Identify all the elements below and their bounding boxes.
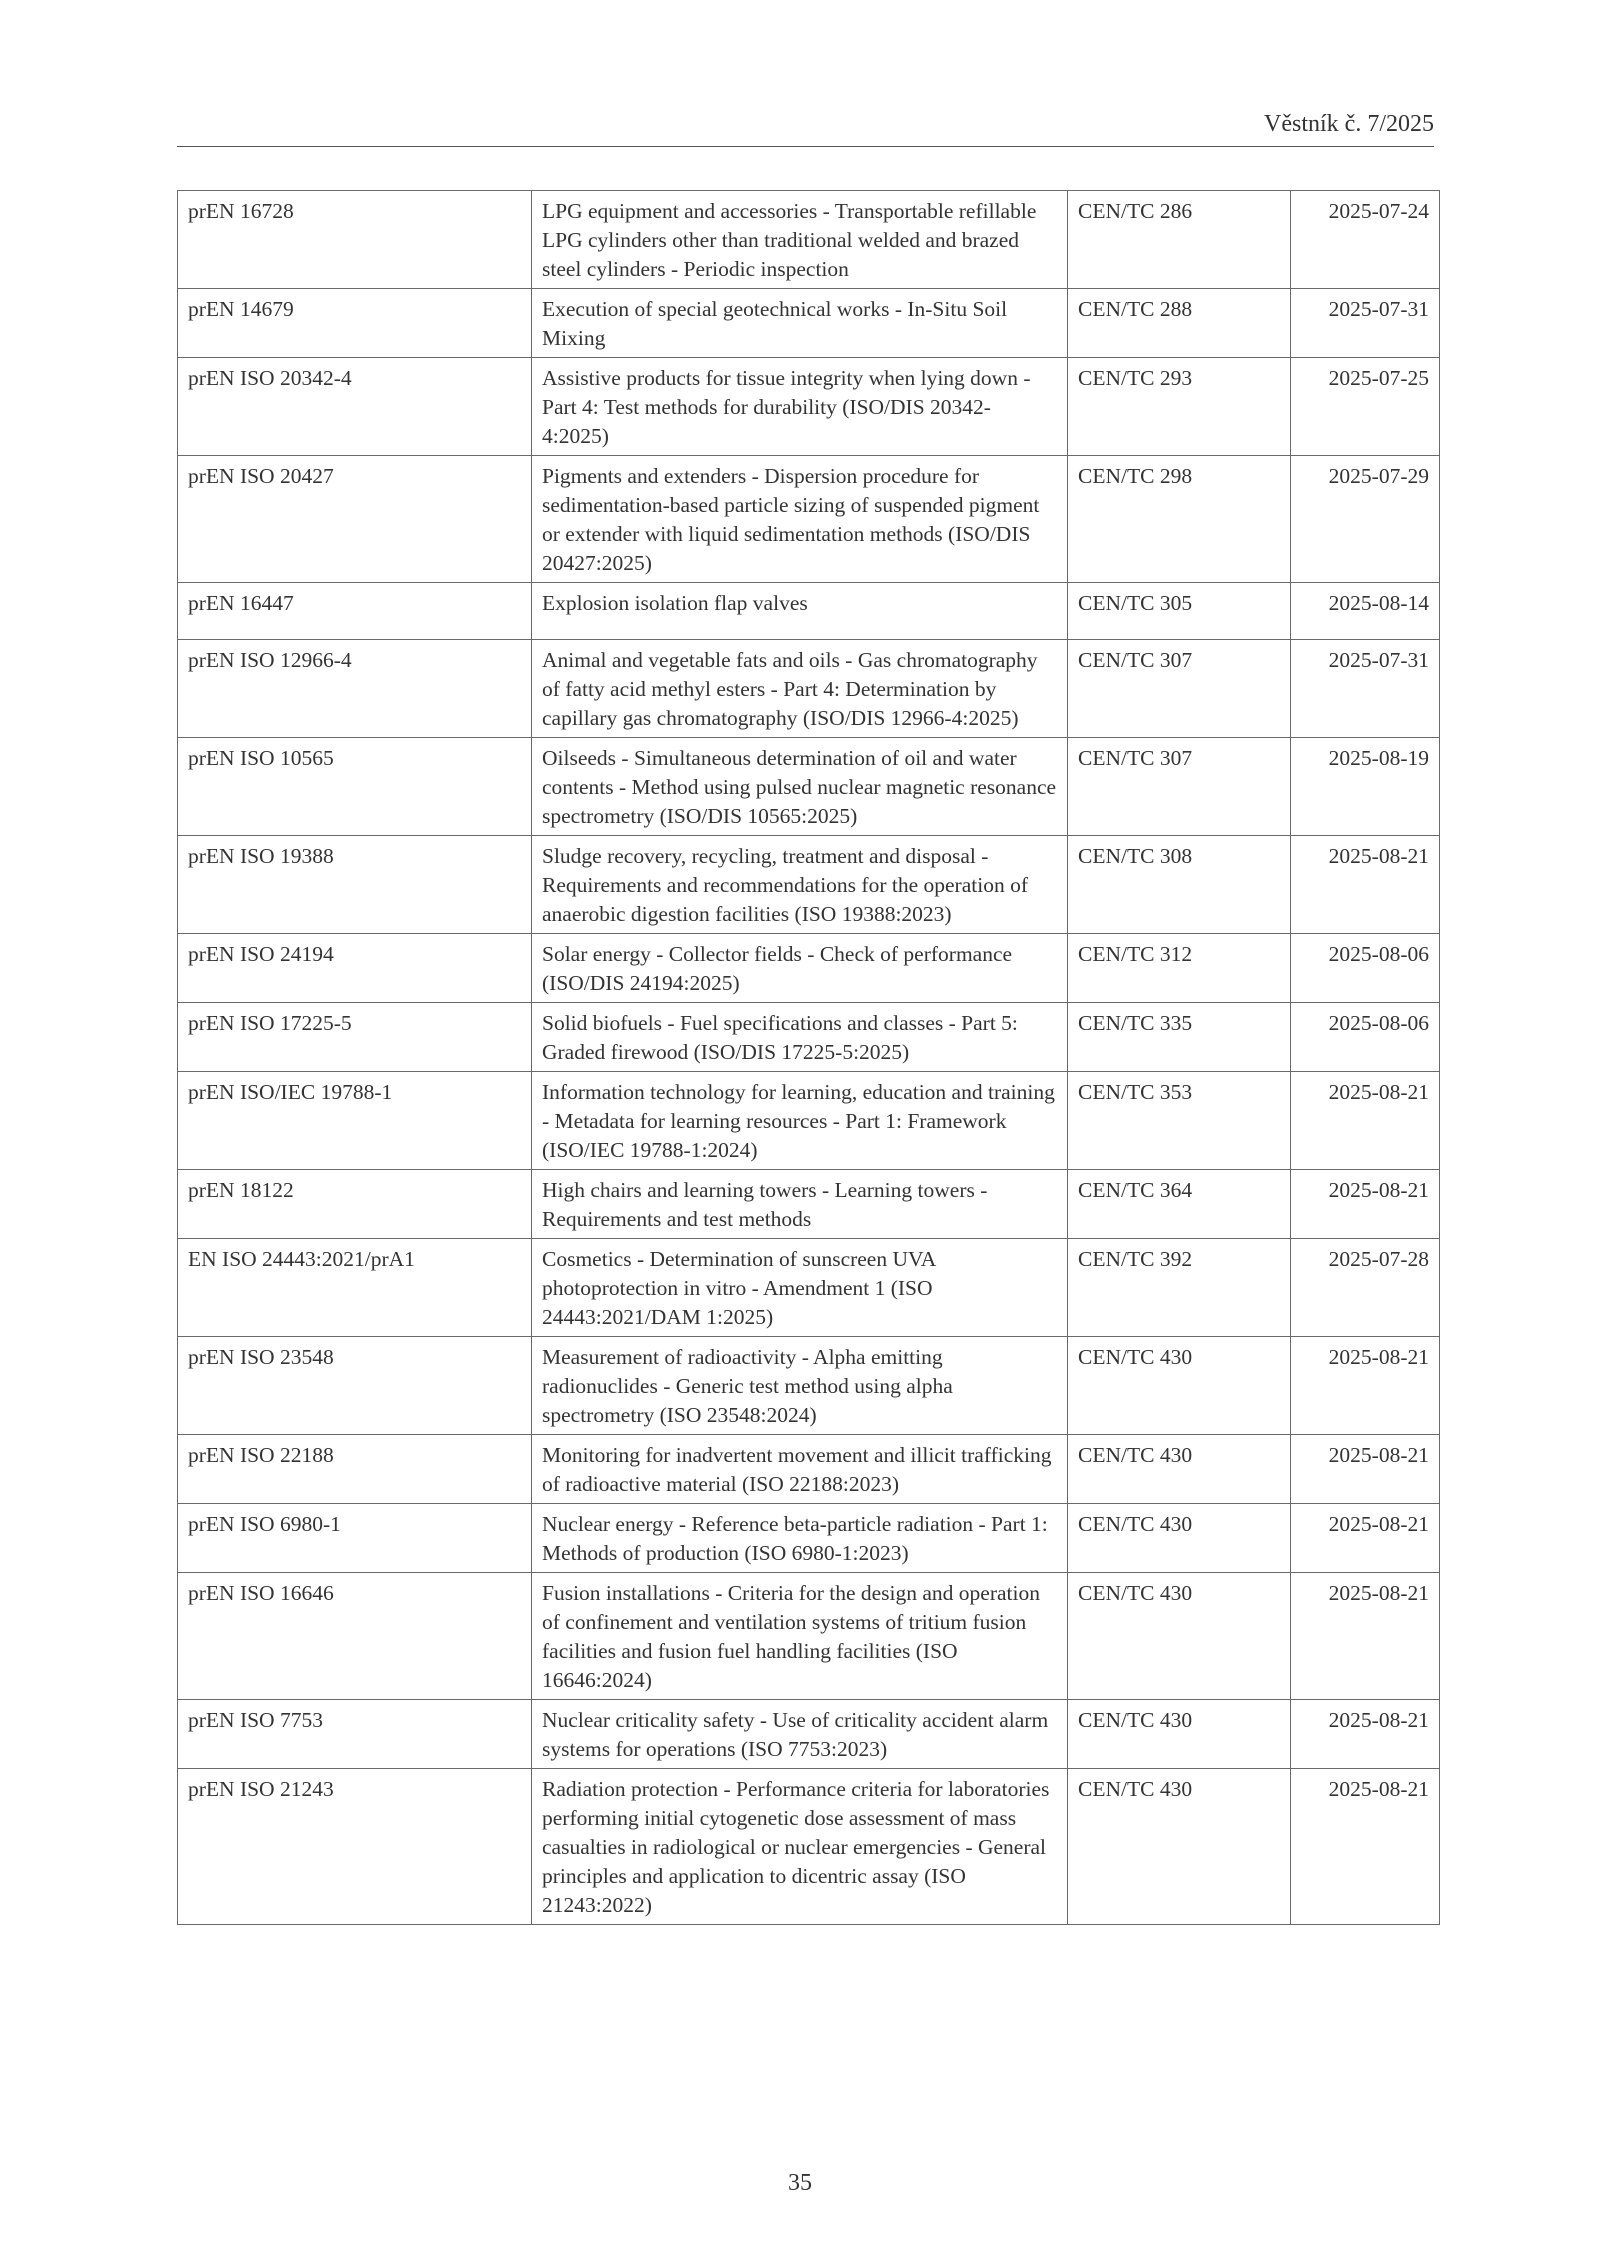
standard-title-cell: Explosion isolation flap valves: [532, 583, 1068, 640]
standard-title-cell: LPG equipment and accessories - Transportable refillable LPG cylinders other than traditional welded and brazed steel cylinders - Periodic inspection: [532, 191, 1068, 289]
standard-code-cell: EN ISO 24443:2021/prA1: [178, 1239, 532, 1337]
standard-code-cell: prEN ISO 21243: [178, 1769, 532, 1925]
technical-committee-cell: CEN/TC 288: [1068, 289, 1291, 358]
technical-committee-cell: CEN/TC 364: [1068, 1170, 1291, 1239]
deadline-date-cell: 2025-07-31: [1291, 289, 1440, 358]
deadline-date-cell: 2025-07-31: [1291, 640, 1440, 738]
deadline-date-cell: 2025-08-14: [1291, 583, 1440, 640]
standard-code-cell: prEN ISO 16646: [178, 1573, 532, 1700]
technical-committee-cell: CEN/TC 430: [1068, 1573, 1291, 1700]
deadline-date-cell: 2025-08-06: [1291, 934, 1440, 1003]
standard-code-cell: prEN 16728: [178, 191, 532, 289]
standard-title-cell: Solid biofuels - Fuel specifications and classes - Part 5: Graded firewood (ISO/DIS 17225-5:2025): [532, 1003, 1068, 1072]
standard-code-cell: prEN ISO 6980-1: [178, 1504, 532, 1573]
technical-committee-cell: CEN/TC 312: [1068, 934, 1291, 1003]
table-row: [178, 1170, 1440, 1239]
standard-title-cell: Sludge recovery, recycling, treatment and disposal - Requirements and recommendations for the operation of anaerobic digestion facilities (ISO 19388:2023): [532, 836, 1068, 934]
technical-committee-cell: CEN/TC 308: [1068, 836, 1291, 934]
standard-title-cell: Nuclear energy - Reference beta-particle radiation - Part 1: Methods of production (ISO 6980-1:2023): [532, 1504, 1068, 1573]
standard-title-cell: Pigments and extenders - Dispersion procedure for sedimentation-based particle sizing of suspended pigment or extender with liquid sedimentation methods (ISO/DIS 20427:2025): [532, 456, 1068, 583]
deadline-date-cell: 2025-08-21: [1291, 1337, 1440, 1435]
deadline-date-cell: 2025-08-21: [1291, 1769, 1440, 1925]
deadline-date-cell: 2025-08-21: [1291, 1700, 1440, 1769]
standards-table-container: [177, 190, 1435, 1925]
standard-title-cell: Radiation protection - Performance criteria for laboratories performing initial cytogenetic dose assessment of mass casualties in radiological or nuclear emergencies - General principles and application to dicentric assay (ISO 21243:2022): [532, 1769, 1068, 1925]
standard-code-cell: prEN ISO 10565: [178, 738, 532, 836]
standard-code-cell: prEN 14679: [178, 289, 532, 358]
standard-title-cell: Information technology for learning, education and training - Metadata for learning resources - Part 1: Framework (ISO/IEC 19788-1:2024): [532, 1072, 1068, 1170]
technical-committee-cell: CEN/TC 430: [1068, 1435, 1291, 1504]
standard-title-cell: Animal and vegetable fats and oils - Gas chromatography of fatty acid methyl esters - Part 4: Determination by capillary gas chromatography (ISO/DIS 12966-4:2025): [532, 640, 1068, 738]
technical-committee-cell: CEN/TC 307: [1068, 640, 1291, 738]
standard-title-cell: Assistive products for tissue integrity when lying down - Part 4: Test methods for durability (ISO/DIS 20342-4:2025): [532, 358, 1068, 456]
deadline-date-cell: 2025-07-28: [1291, 1239, 1440, 1337]
standards-table: [177, 190, 1440, 1925]
technical-committee-cell: CEN/TC 392: [1068, 1239, 1291, 1337]
table-row: [178, 934, 1440, 1003]
standard-code-cell: prEN ISO 23548: [178, 1337, 532, 1435]
technical-committee-cell: CEN/TC 305: [1068, 583, 1291, 640]
deadline-date-cell: 2025-07-29: [1291, 456, 1440, 583]
standard-title-cell: Oilseeds - Simultaneous determination of oil and water contents - Method using pulsed nuclear magnetic resonance spectrometry (ISO/DIS 10565:2025): [532, 738, 1068, 836]
table-row: [178, 456, 1440, 583]
page-header: Věstník č. 7/2025: [177, 112, 1434, 147]
standard-title-cell: Solar energy - Collector fields - Check of performance (ISO/DIS 24194:2025): [532, 934, 1068, 1003]
technical-committee-cell: CEN/TC 286: [1068, 191, 1291, 289]
deadline-date-cell: 2025-08-06: [1291, 1003, 1440, 1072]
standard-code-cell: prEN ISO 22188: [178, 1435, 532, 1504]
standard-code-cell: prEN 16447: [178, 583, 532, 640]
table-row: [178, 836, 1440, 934]
technical-committee-cell: CEN/TC 335: [1068, 1003, 1291, 1072]
standard-title-cell: Measurement of radioactivity - Alpha emitting radionuclides - Generic test method using alpha spectrometry (ISO 23548:2024): [532, 1337, 1068, 1435]
standard-code-cell: prEN ISO 7753: [178, 1700, 532, 1769]
table-row: [178, 289, 1440, 358]
standard-title-cell: Monitoring for inadvertent movement and illicit trafficking of radioactive material (ISO 22188:2023): [532, 1435, 1068, 1504]
table-row: [178, 583, 1440, 640]
technical-committee-cell: CEN/TC 307: [1068, 738, 1291, 836]
table-row: [178, 1337, 1440, 1435]
technical-committee-cell: CEN/TC 430: [1068, 1700, 1291, 1769]
deadline-date-cell: 2025-08-21: [1291, 836, 1440, 934]
deadline-date-cell: 2025-07-24: [1291, 191, 1440, 289]
standard-code-cell: prEN ISO 24194: [178, 934, 532, 1003]
technical-committee-cell: CEN/TC 430: [1068, 1769, 1291, 1925]
standard-code-cell: prEN ISO 17225-5: [178, 1003, 532, 1072]
standard-title-cell: Fusion installations - Criteria for the design and operation of confinement and ventilation systems of tritium fusion facilities and fusion fuel handling facilities (ISO 16646:2024): [532, 1573, 1068, 1700]
table-row: [178, 1700, 1440, 1769]
table-row: [178, 191, 1440, 289]
table-row: [178, 1239, 1440, 1337]
standard-code-cell: prEN ISO/IEC 19788-1: [178, 1072, 532, 1170]
standard-title-cell: Execution of special geotechnical works - In-Situ Soil Mixing: [532, 289, 1068, 358]
deadline-date-cell: 2025-08-21: [1291, 1170, 1440, 1239]
technical-committee-cell: CEN/TC 298: [1068, 456, 1291, 583]
standard-code-cell: prEN ISO 19388: [178, 836, 532, 934]
deadline-date-cell: 2025-08-21: [1291, 1573, 1440, 1700]
table-row: [178, 1003, 1440, 1072]
table-row: [178, 1573, 1440, 1700]
technical-committee-cell: CEN/TC 430: [1068, 1504, 1291, 1573]
deadline-date-cell: 2025-08-21: [1291, 1072, 1440, 1170]
deadline-date-cell: 2025-07-25: [1291, 358, 1440, 456]
table-row: [178, 1072, 1440, 1170]
page-number: 35: [788, 2170, 812, 2196]
technical-committee-cell: CEN/TC 353: [1068, 1072, 1291, 1170]
table-row: [178, 738, 1440, 836]
deadline-date-cell: 2025-08-21: [1291, 1504, 1440, 1573]
table-row: [178, 1769, 1440, 1925]
deadline-date-cell: 2025-08-19: [1291, 738, 1440, 836]
standard-code-cell: prEN ISO 12966-4: [178, 640, 532, 738]
standard-code-cell: prEN ISO 20427: [178, 456, 532, 583]
technical-committee-cell: CEN/TC 430: [1068, 1337, 1291, 1435]
standard-title-cell: Nuclear criticality safety - Use of criticality accident alarm systems for operations (ISO 7753:2023): [532, 1700, 1068, 1769]
table-row: [178, 1504, 1440, 1573]
table-row: [178, 640, 1440, 738]
standard-title-cell: Cosmetics - Determination of sunscreen UVA photoprotection in vitro - Amendment 1 (ISO 24443:2021/DAM 1:2025): [532, 1239, 1068, 1337]
standards-table-body: [178, 191, 1440, 1925]
deadline-date-cell: 2025-08-21: [1291, 1435, 1440, 1504]
standard-code-cell: prEN 18122: [178, 1170, 532, 1239]
standard-title-cell: High chairs and learning towers - Learning towers - Requirements and test methods: [532, 1170, 1068, 1239]
standard-code-cell: prEN ISO 20342-4: [178, 358, 532, 456]
table-row: [178, 358, 1440, 456]
technical-committee-cell: CEN/TC 293: [1068, 358, 1291, 456]
table-row: [178, 1435, 1440, 1504]
